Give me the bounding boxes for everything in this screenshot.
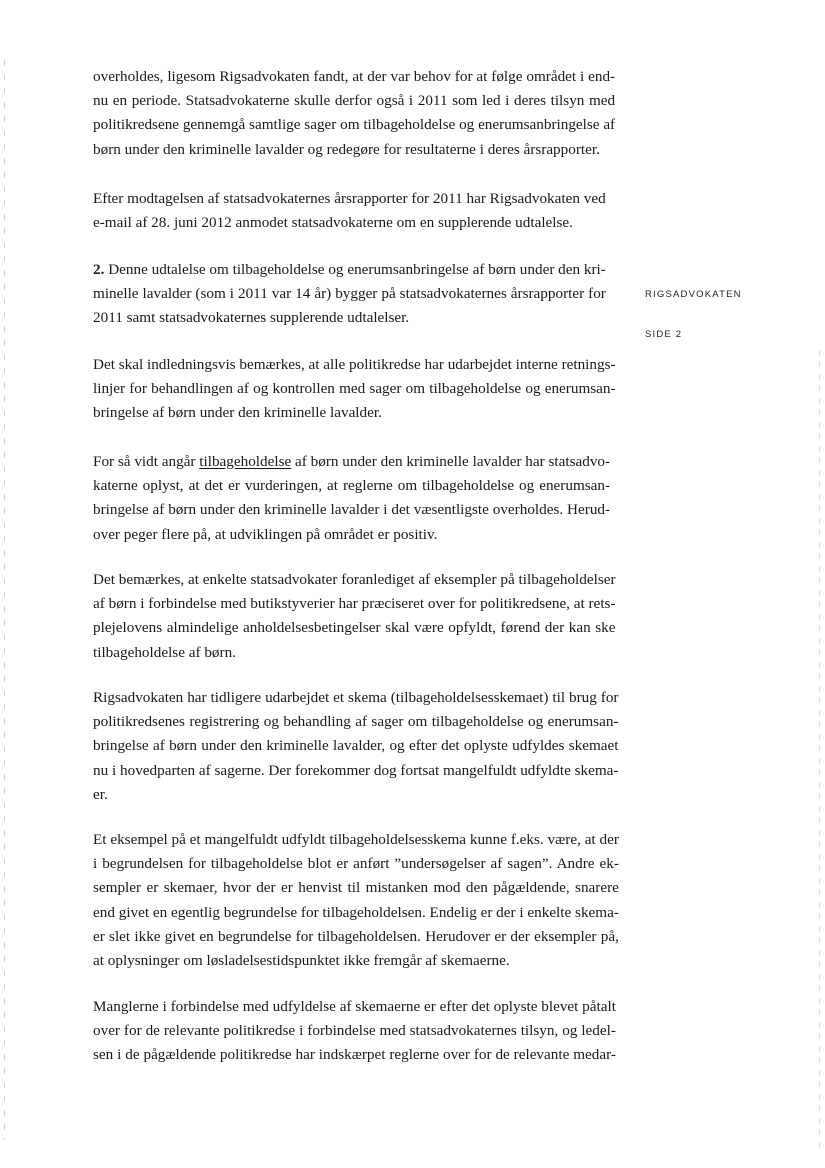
text-line: sen i de pågældende politikredse har indskærpet reglerne over for de relevante medar-	[93, 1046, 616, 1064]
scan-edge-right	[819, 350, 820, 1150]
text-line: bringelse af børn under den kriminelle lavalder, og efter det oplyste udfyldes skemaet	[93, 737, 619, 755]
text-fragment: af børn under den kriminelle lavalder har statsadvo-	[291, 453, 611, 470]
text-line: er.	[93, 785, 108, 803]
text-line: i begrundelsen for tilbageholdelse blot er anført ”undersøgelser af sagen”. Andre ek-	[93, 855, 619, 873]
text-line: nu i hovedparten af sagerne. Der forekommer dog fortsat mangelfuldt udfyldte skema-	[93, 761, 619, 779]
text-line: tilbageholdelse af børn.	[93, 643, 236, 661]
text-line: Et eksempel på et mangelfuldt udfyldt tilbageholdelsesskema kunne f.eks. være, at der	[93, 831, 619, 848]
text-line: af børn i forbindelse med butikstyverier har præciseret over for politikredsene, at rets-	[93, 595, 616, 613]
text-line: politikredsene gennemgå samtlige sager om tilbageholdelse og enerumsanbringelse af	[93, 116, 616, 134]
text-line: sempler er skemaer, hvor der er henvist til mistanken mod den pågældende, snarere	[93, 879, 619, 897]
text-line: minelle lavalder (som i 2011 var 14 år) bygger på statsadvokaternes årsrapporter for	[93, 285, 606, 303]
text-line: end givet en egentlig begrundelse for tilbageholdelsen. Endelig er der i enkelte skema-	[93, 903, 619, 921]
underlined-term: tilbageholdelse	[199, 453, 292, 470]
scan-edge-left	[4, 60, 5, 1140]
text-line: katerne oplyst, at det er vurderingen, at reglerne om tilbageholdelse og enerumsan-	[93, 477, 611, 495]
sidebar-page-number: SIDE 2	[645, 329, 683, 340]
text-line: overholdes, ligesom Rigsadvokaten fandt, at der var behov for at følge området i end-	[93, 68, 616, 85]
text-line: at oplysninger om løsladelsestidspunktet ikke fremgår af skemaerne.	[93, 952, 510, 970]
text-line: Manglerne i forbindelse med udfyldelse af skemaerne er efter det oplyste blevet påtalt	[93, 998, 616, 1015]
text-line: børn under den kriminelle lavalder og redegøre for resultaterne i deres årsrapporter.	[93, 140, 600, 158]
text-line: Efter modtagelsen af statsadvokaternes årsrapporter for 2011 har Rigsadvokaten ved	[93, 190, 606, 207]
text-line: bringelse af børn under den kriminelle lavalder.	[93, 404, 382, 422]
text-line: 2011 samt statsadvokaternes supplerende udtalelser.	[93, 309, 410, 327]
paragraph-2	[93, 187, 606, 235]
text-line: Rigsadvokaten har tidligere udarbejdet et skema (tilbageholdelsesskemaet) til brug for	[93, 689, 619, 706]
paragraph-8	[93, 828, 619, 973]
text-fragment: For så vidt angår	[93, 453, 200, 470]
paragraph-7	[93, 686, 618, 807]
text-line	[93, 450, 610, 474]
text-line: e-mail af 28. juni 2012 anmodet statsadvokaterne om en supplerende udtalelse.	[93, 214, 573, 232]
section-number: 2.	[93, 261, 105, 278]
text-line: over for de relevante politikredse i forbindelse med statsadvokaternes tilsyn, og ledel-	[93, 1022, 616, 1040]
paragraph-5	[93, 450, 610, 547]
paragraph-9	[93, 995, 616, 1068]
text-line: Det skal indledningsvis bemærkes, at alle politikredse har udarbejdet interne retnings-	[93, 356, 616, 373]
sidebar-org-name: RIGSADVOKATEN	[645, 289, 742, 300]
paragraph-4	[93, 353, 616, 426]
text-line: linjer for behandlingen af og kontrollen med sager om tilbageholdelse og enerumsan-	[93, 380, 616, 398]
text-line: Det bemærkes, at enkelte statsadvokater foranlediget af eksempler på tilbageholdelser	[93, 571, 616, 588]
paragraph-3	[93, 258, 606, 331]
text-line: bringelse af børn under den kriminelle lavalder i det væsentligste overholdes. Herud-	[93, 501, 611, 519]
text-fragment: Denne udtalelse om tilbageholdelse og enerumsanbringelse af børn under den kri-	[108, 261, 606, 278]
text-line: er slet ikke givet en begrundelse for tilbageholdelsen. Herudover er der eksempler på,	[93, 927, 619, 945]
paragraph-1	[93, 65, 615, 162]
text-line: politikredsenes registrering og behandling af sager om tilbageholdelse og enerumsan-	[93, 713, 619, 731]
text-line: plejelovens almindelige anholdelsesbetingelser skal være opfyldt, førend der kan ske	[93, 619, 616, 637]
text-line: nu en periode. Statsadvokaterne skulle derfor også i 2011 som led i deres tilsyn med	[93, 92, 616, 110]
paragraph-6	[93, 568, 616, 665]
text-line	[93, 258, 606, 282]
text-line: over peger flere på, at udviklingen på området er positiv.	[93, 525, 438, 543]
